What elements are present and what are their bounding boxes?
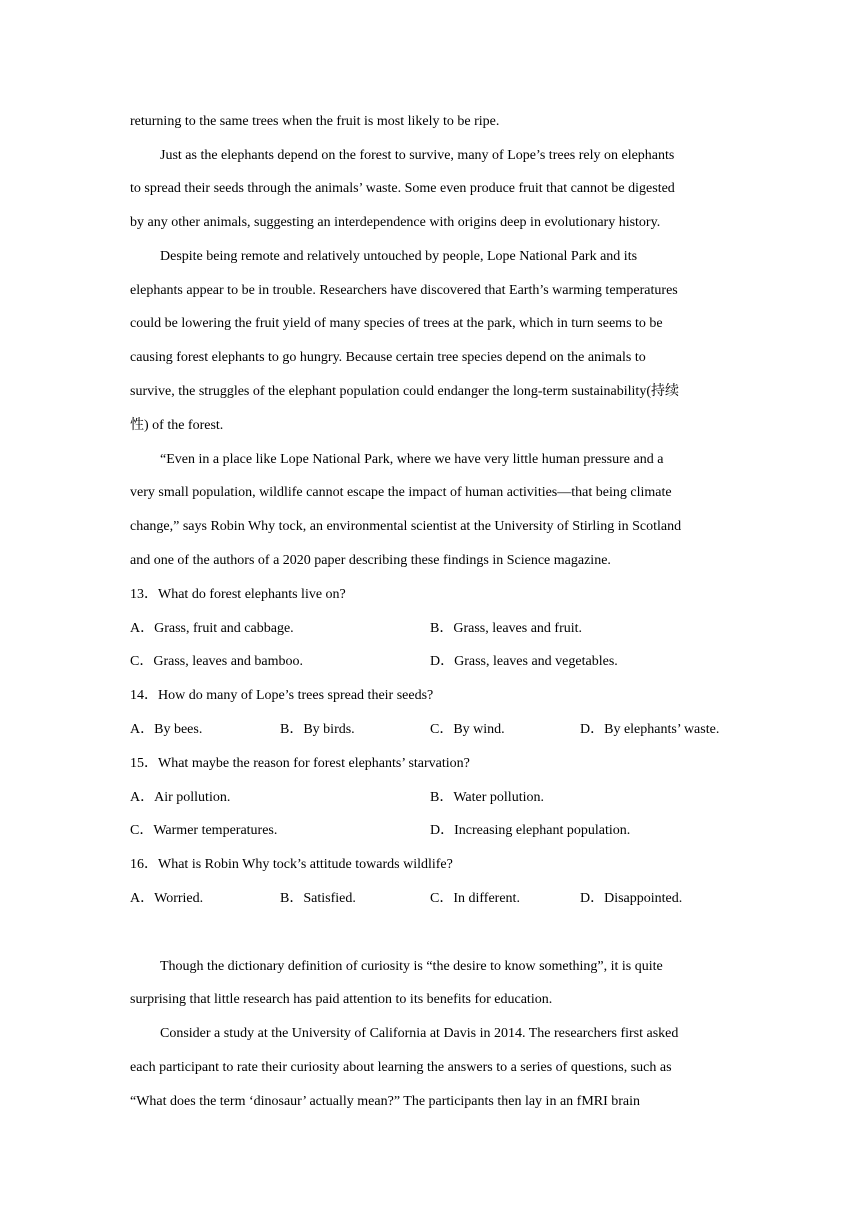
option-b: B．Water pollution. (430, 790, 544, 805)
question-stem: 14．How do many of Lope’s trees spread their seeds? (130, 688, 434, 703)
text-line: Consider a study at the University of California at Davis in 2014. The researchers first asked (160, 1026, 679, 1041)
option-d: D．By elephants’ waste. (580, 722, 720, 737)
option-c: C．Warmer temperatures. (130, 823, 278, 838)
text-line: causing forest elephants to go hungry. Because certain tree species depend on the animals to (130, 350, 646, 365)
text-line: Just as the elephants depend on the forest to survive, many of Lope’s trees rely on elephants (160, 148, 675, 163)
option-a: A．Air pollution. (130, 790, 231, 805)
text-line: 性) of the forest. (130, 418, 224, 433)
option-c: C．By wind. (430, 722, 505, 737)
text-line: survive, the struggles of the elephant population could endanger the long-term sustainability(持续 (130, 384, 679, 399)
option-b: B．Grass, leaves and fruit. (430, 621, 583, 636)
text-line: Though the dictionary definition of curiosity is “the desire to know something”, it is quite (160, 959, 663, 974)
option-a: A．Grass, fruit and cabbage. (130, 621, 294, 636)
option-a: A．By bees. (130, 722, 203, 737)
text-line: and one of the authors of a 2020 paper describing these findings in Science magazine. (130, 553, 611, 568)
question-stem: 15．What maybe the reason for forest elephants’ starvation? (130, 756, 470, 771)
text-line: by any other animals, suggesting an interdependence with origins deep in evolutionary history. (130, 215, 661, 230)
option-d: D．Grass, leaves and vegetables. (430, 654, 618, 669)
text-line: “Even in a place like Lope National Park, where we have very little human pressure and a (160, 452, 664, 467)
text-line: to spread their seeds through the animals’ waste. Some even produce fruit that cannot be digested (130, 181, 675, 196)
text-line: each participant to rate their curiosity about learning the answers to a series of questions, such as (130, 1060, 672, 1075)
option-d: D．Disappointed. (580, 891, 683, 906)
option-b: B．By birds. (280, 722, 355, 737)
question-stem: 13．What do forest elephants live on? (130, 587, 346, 602)
passage1-paragraph1-tail: returning to the same trees when the fruit is most likely to be ripe. (130, 114, 500, 129)
text-line: surprising that little research has paid attention to its benefits for education. (130, 992, 553, 1007)
text-line: could be lowering the fruit yield of many species of trees at the park, which in turn seems to be (130, 316, 663, 331)
text-line: Despite being remote and relatively untouched by people, Lope National Park and its (160, 249, 638, 264)
option-d: D．Increasing elephant population. (430, 823, 631, 838)
text-line: change,” says Robin Why tock, an environmental scientist at the University of Stirling in Scotland (130, 519, 682, 534)
question-stem: 16．What is Robin Why tock’s attitude towards wildlife? (130, 857, 453, 872)
option-b: B．Satisfied. (280, 891, 356, 906)
text-line: “What does the term ‘dinosaur’ actually mean?” The participants then lay in an fMRI brain (130, 1094, 641, 1109)
text-line: elephants appear to be in trouble. Researchers have discovered that Earth’s warming temperatures (130, 283, 678, 298)
option-c: C．In different. (430, 891, 520, 906)
option-a: A．Worried. (130, 891, 204, 906)
text-line: very small population, wildlife cannot escape the impact of human activities—that being climate (130, 485, 672, 500)
option-c: C．Grass, leaves and bamboo. (130, 654, 304, 669)
